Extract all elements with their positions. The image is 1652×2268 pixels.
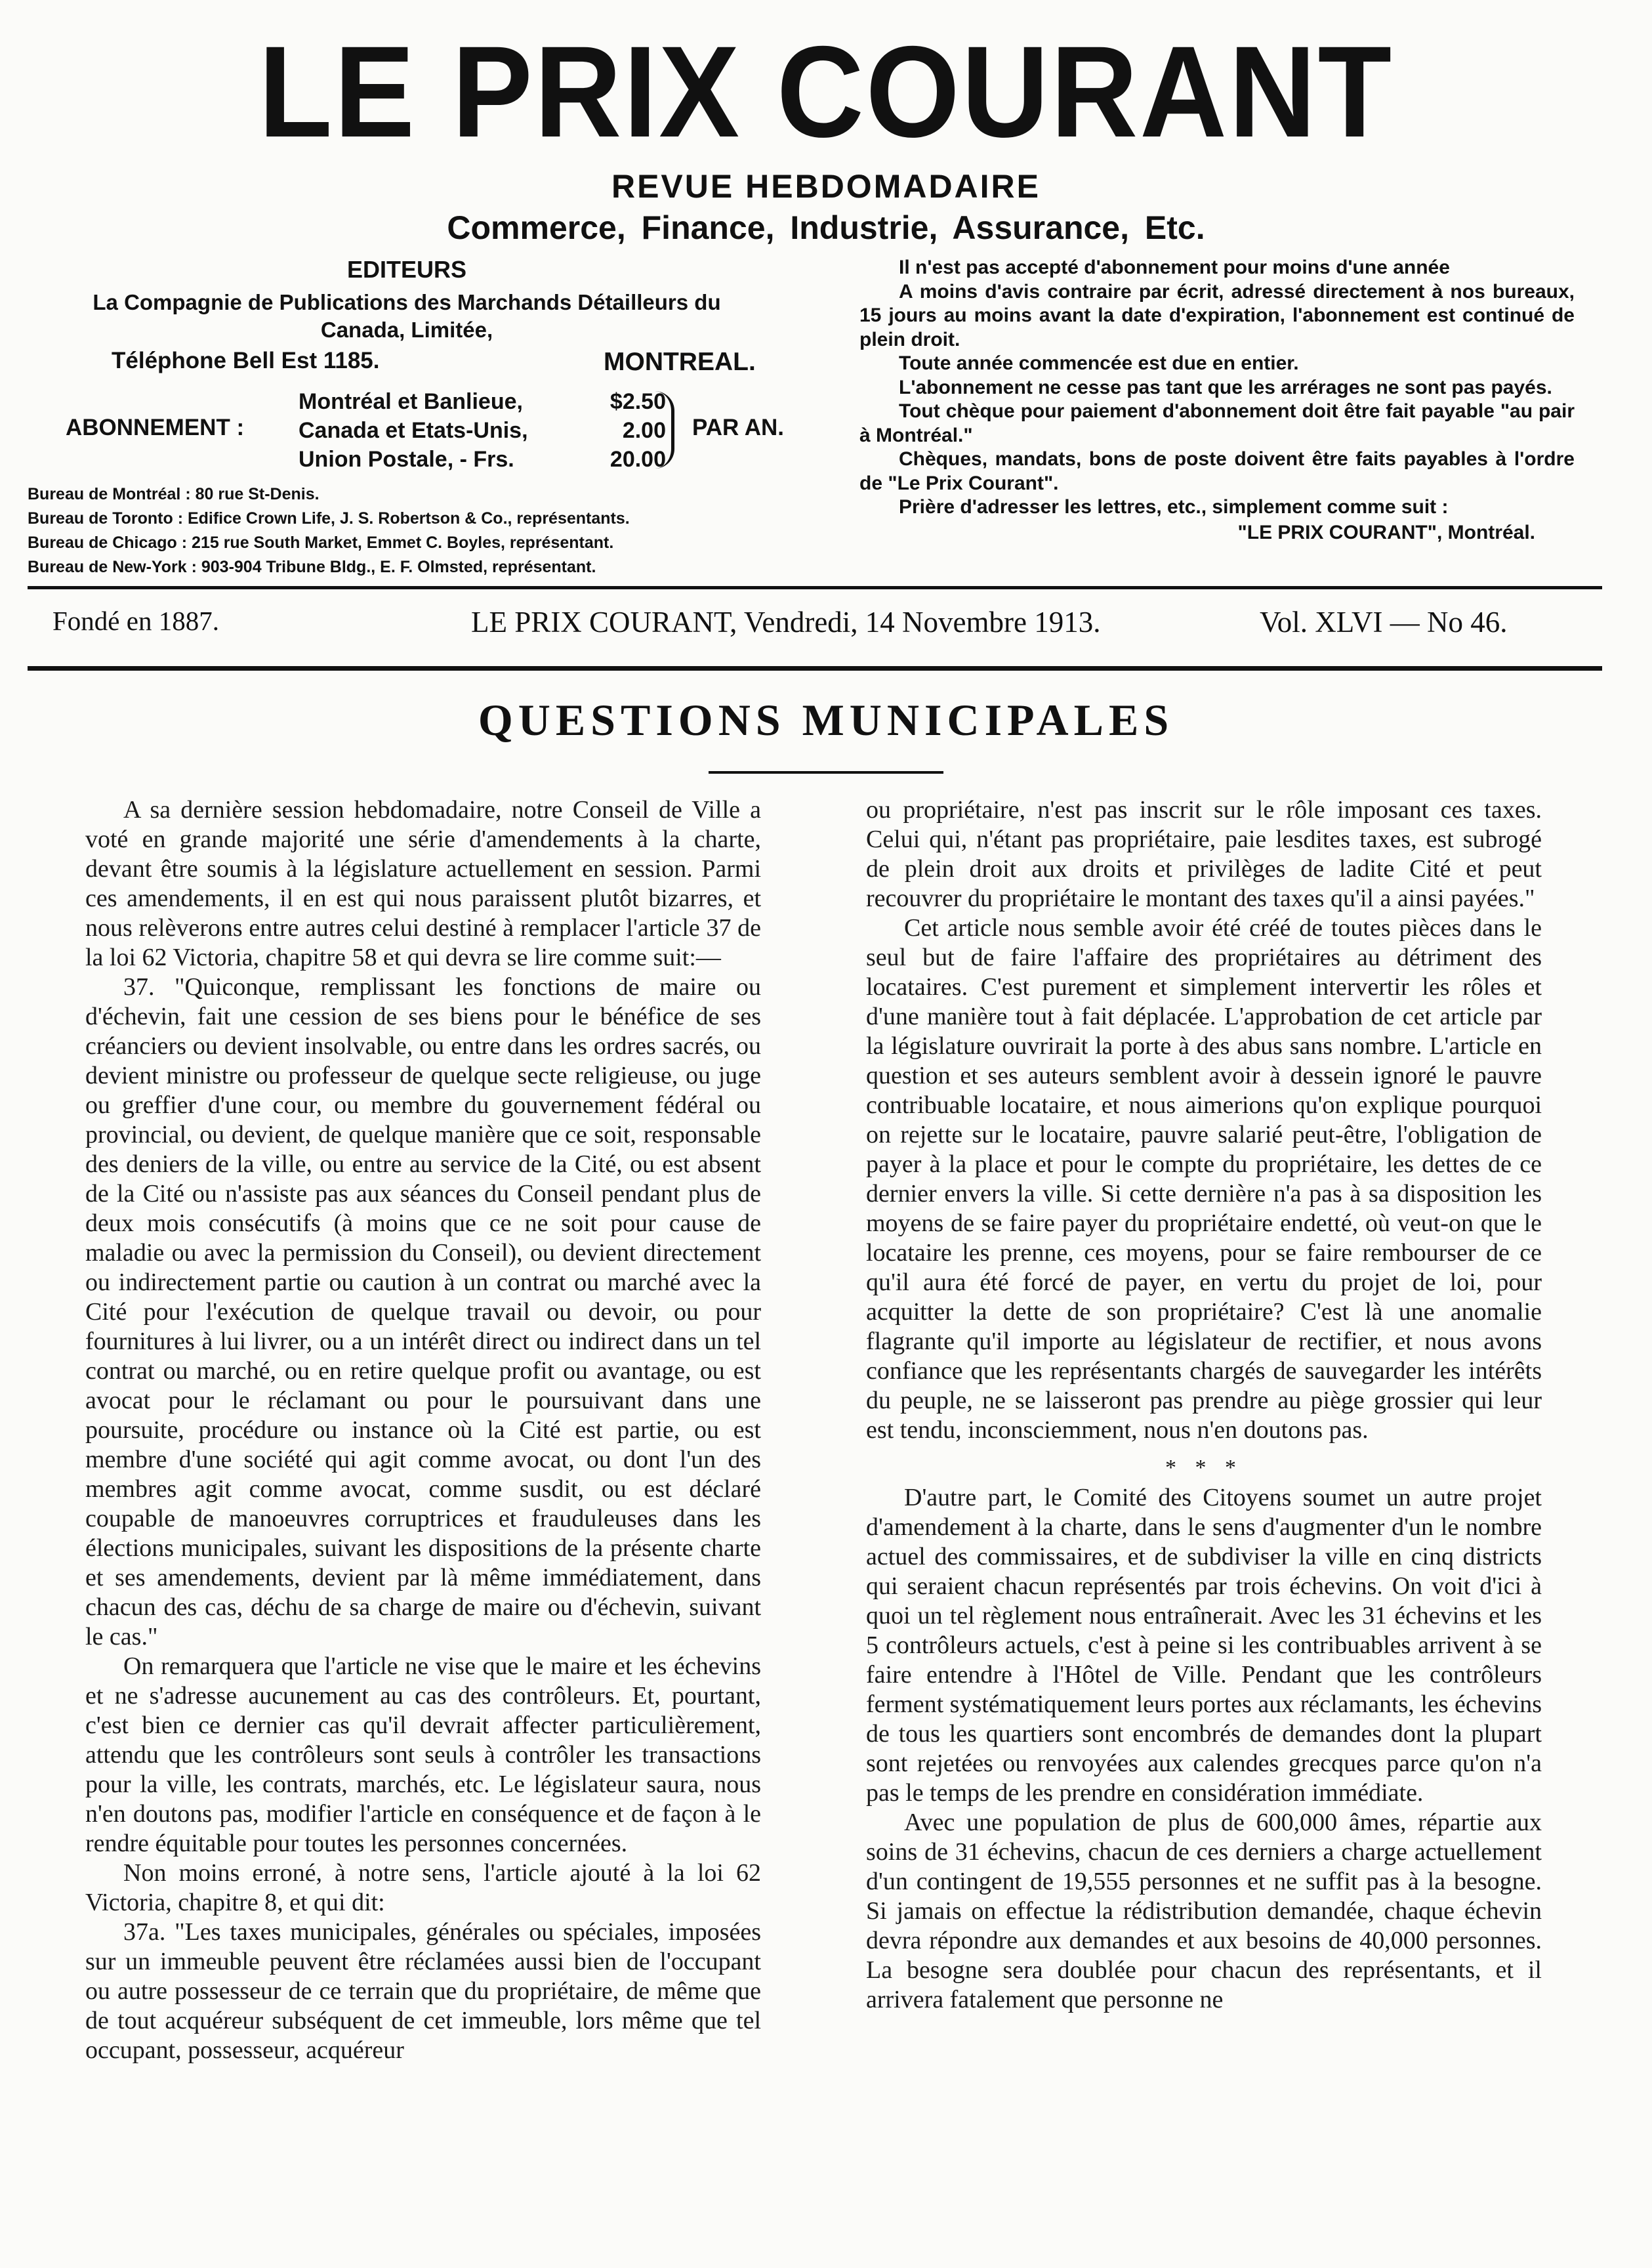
subscription-period: PAR AN. xyxy=(692,415,784,440)
subscription-rates xyxy=(299,387,666,474)
article-paragraph: D'autre part, le Comité des Citoyens soumet un autre projet d'amendement à la charte, dans le sens d'augmenter d'un le nombre actuel des commissaires, et de subdiviser la ville en cinq districts qui seraient chacun représentés par trois échevins. On voit d'ici à quoi un tel règlement nous entraînerait. Avec les 31 échevins et les 5 contrôleurs actuels, c'est à peine si les contribuables arrivent à se faire entendre à l'Hôtel de Ville. Pendant que les contrôleurs ferment systématiquement leurs portes aux réclamants, les échevins de tous les quartiers sont encombrés de demandes dont la plupart sont rejetées ou renvoyées aux calendes grecques parce qu'on n'a pas le temps de les prendre en considération immédiate. xyxy=(866,1484,1542,1807)
rate-region: Union Postale, - Frs. xyxy=(299,447,514,472)
rate-price: 2.00 xyxy=(622,418,666,443)
bureau-chicago: Bureau de Chicago : 215 rue South Market, Emmet C. Boyles, représentant. xyxy=(28,534,614,552)
condition-item: Tout chèque pour paiement d'abonnement doit être fait payable "au pair à Montréal." xyxy=(859,400,1575,446)
rates-brace xyxy=(653,391,674,469)
article-paragraph: Avec une population de plus de 600,000 âmes, répartie aux soins de 31 échevins, chacun de ces derniers a charge actuellement d'un contingent de 19,555 personnes et ne suffit pas à la besogne. Si jamais on effectue la rédistribution demandée, chaque échevin devra répondre aux demandes et aux besoins de 40,000 personnes. La besogne sera doublée pour chacun des représentants, et il arrivera fatalement que personne ne xyxy=(866,1809,1542,2013)
bureau-new-york: Bureau de New-York : 903-904 Tribune Bldg., E. F. Olmsted, représentant. xyxy=(28,558,596,576)
condition-item: A moins d'avis contraire par écrit, adressé directement à nos bureaux, 15 jours au moins avant la date d'expiration, l'abonnement est continué de plein droit. xyxy=(859,280,1575,350)
bureau-montreal: Bureau de Montréal : 80 rue St-Denis. xyxy=(28,485,320,503)
article-paragraph: 37a. "Les taxes municipales, générales ou spéciales, imposées sur un immeuble peuvent être réclamées aussi bien de l'occupant ou autre possesseur de ce terrain que du propriétaire, de même que de tout acquéreur subséquent de cet immeuble, lors même que tel occupant, possesseur, acquéreur xyxy=(85,1918,761,2064)
article-paragraph: A sa dernière session hebdomadaire, notre Conseil de Ville a voté en grande majorité une série d'amendements à la charte, devant être soumis à la législature actuellement en session. Parmi ces amendements, il en est qui nous paraissent plutôt bizarres, et nous relèverons entre autres celui destiné à remplacer l'article 37 de la loi 62 Victoria, chapitre 58 et qui devra se lire comme suit:— xyxy=(85,796,761,971)
mailing-address: "LE PRIX COURANT", Montréal. xyxy=(1237,521,1535,543)
article-paragraph: Non moins erroné, à notre sens, l'article ajouté à la loi 62 Victoria, chapitre 8, et qui dit: xyxy=(85,1859,761,1916)
rate-row xyxy=(299,387,666,416)
headline-underline xyxy=(709,771,943,774)
section-asterism: * * * xyxy=(1165,1456,1243,1480)
bureau-list xyxy=(28,482,802,579)
editeurs-heading: EDITEURS xyxy=(346,256,467,283)
bureau-toronto: Bureau de Toronto : Edifice Crown Life, J. S. Robertson & Co., représentants. xyxy=(28,509,630,528)
article-paragraph: On remarquera que l'article ne vise que le maire et les échevins et ne s'adresse aucunement au cas des contrôleurs. Et, pourtant, c'est bien ce dernier cas qu'il devrait affecter particulièrement, attendu que les contrôleurs sont seuls à contrôler les transactions pour la ville, les contrats, marchés, etc. Le législateur saura, nous n'en doutons pas, modifier l'article en conséquence et de façon à le rendre équitable pour toutes les personnes concernées. xyxy=(85,1652,761,1857)
article-paragraph: 37. "Quiconque, remplissant les fonctions de maire ou d'échevin, fait une cession de ses biens pour le bénéfice de ses créanciers ou devient insolvable, ou entre dans les ordres sacrés, ou devient ministre ou professeur de quelque secte religieuse, ou juge ou greffier d'une cour, ou membre du gouvernement fédéral ou provincial, ou devient, de quelque manière que ce soit, responsable des deniers de la ville, ou entre au service de la Cité, ou est absent de la Cité ou n'assiste pas aux séances du Conseil pendant plus de deux mois consécutifs (à moins que ce ne soit pour cause de maladie ou avec la permission du Conseil), ou devient directement ou indirectement partie ou caution à un contrat ou marché avec la Cité pour l'exécution de quelque travail ou devoir, ou pour fournitures à lui livrer, ou a un intérêt direct ou indirect dans un tel contrat ou marché, ou en retire quelque profit ou avantage, ou est avocat pour le réclamant ou pour le poursuivant dans une poursuite, procédure ou instance où la Cité est partie, ou est membre d'une société qui agit comme avocat, ou dont l'un des membres agit comme avocat, comme susdit, ou est déclaré coupable de manoeuvres corruptrices et frauduleuses dans les élections municipales, suivant les dispositions de la présente charte et ses amendements, devient par là même immédiatement, dans chacun des cas, déchu de sa charge de maire ou d'échevin, suivant le cas." xyxy=(85,973,761,1650)
condition-item: Il n'est pas accepté d'abonnement pour moins d'une année xyxy=(899,257,1450,278)
publisher-city: MONTREAL. xyxy=(604,348,756,376)
rate-row xyxy=(299,445,666,474)
telephone-number: Téléphone Bell Est 1185. xyxy=(112,348,380,373)
article-headline: QUESTIONS MUNICIPALES xyxy=(478,695,1174,745)
condition-item: L'abonnement ne cesse pas tant que les arrérages ne sont pas payés. xyxy=(899,376,1552,398)
volume-number: Vol. XLVI — No 46. xyxy=(1260,606,1508,639)
dateline-rule xyxy=(28,666,1602,671)
subscription-conditions xyxy=(859,256,1575,545)
masthead-tagline: Commerce, Finance, Industrie, Assurance, Etc. xyxy=(447,209,1205,246)
masthead-subtitle: REVUE HEBDOMADAIRE xyxy=(611,168,1041,205)
condition-item: Prière d'adresser les lettres, etc., simplement comme suit : xyxy=(899,496,1449,518)
masthead-title: LE PRIX COURANT xyxy=(258,19,1394,164)
article-paragraph: Cet article nous semble avoir été créé de toutes pièces dans le seul but de faire l'affaire des propriétaires au détriment des locataires. C'est purement et simplement intervertir les rôles et d'une manière tout à fait déplacée. L'approbation de cet article par la législature ouvrirait la porte à des abus sans nombre. L'article en question et ses auteurs semblent avoir à dessein ignoré le pauvre contribuable locataire, et nous aimerions qu'on explique pourquoi on rejette sur le locataire, pauvre salarié peut-être, l'obligation de payer à la place et pour le compte du propriétaire, les dettes de ce dernier envers la ville. Si cette dernière n'a pas à sa disposition les moyens de se faire payer du propriétaire endetté, où veut-on que le locataire les prenne, ces moyens, pour se faire rembourser de ce qu'il aura été forcé de payer, en vertu du projet de loi, pour acquitter la dette de son propriétaire? C'est là une anomalie flagrante qu'il importe au législateur de rectifier, et nous avons confiance que les représentants chargés de sauvegarder les intérêts du peuple, ne se laisseront pas prendre au piège grossier qui leur est tendu, inconsciemment, nous n'en doutons pas. xyxy=(866,914,1542,1444)
founded-date: Fondé en 1887. xyxy=(52,606,219,636)
rate-region: Montréal et Banlieue, xyxy=(299,389,523,414)
article-paragraph: ou propriétaire, n'est pas inscrit sur le rôle imposant ces taxes. Celui qui, n'étant pas propriétaire, paie lesdites taxes, est subrogé de plein droit aux droits et privilèges de ladite Cité et peut recouvrer du propriétaire le montant des taxes qu'il a ainsi payées." xyxy=(866,796,1542,912)
publisher-name: La Compagnie de Publications des Marchands Détailleurs du Canada, Limitée, xyxy=(93,290,721,342)
rate-price: 20.00 xyxy=(609,447,666,472)
rate-row xyxy=(299,416,666,445)
rate-region: Canada et Etats-Unis, xyxy=(299,418,528,443)
subscription-label: ABONNEMENT : xyxy=(66,415,245,440)
header-rule xyxy=(28,586,1602,589)
article-column-right xyxy=(866,795,1542,2015)
condition-item: Toute année commencée est due en entier. xyxy=(899,352,1299,374)
article-column-left xyxy=(85,795,761,2065)
rate-price: $2.50 xyxy=(609,389,666,414)
condition-item: Chèques, mandats, bons de poste doivent être faits payables à l'ordre de "Le Prix Courant". xyxy=(859,448,1575,494)
issue-date: LE PRIX COURANT, Vendredi, 14 Novembre 1913. xyxy=(471,606,1101,639)
